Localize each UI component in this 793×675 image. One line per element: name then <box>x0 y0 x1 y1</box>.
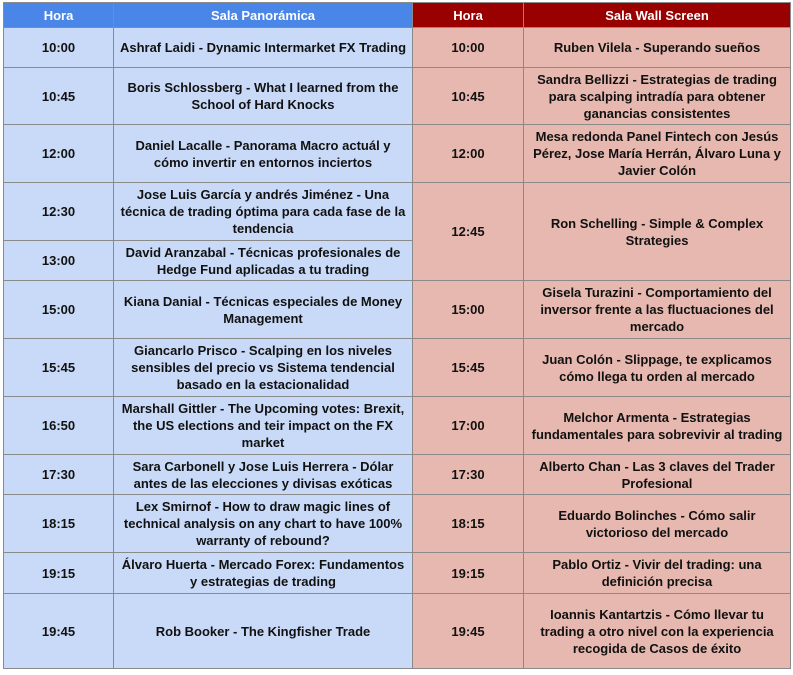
panoramica-talk: Sara Carbonell y Jose Luis Herrera - Dólar antes de las elecciones y divisas exóticas <box>114 455 413 495</box>
wallscreen-time: 10:45 <box>413 68 524 125</box>
panoramica-time: 10:45 <box>4 68 114 125</box>
wallscreen-talk: Sandra Bellizzi - Estrategias de trading para scalping intradía para obtener ganancias consistentes <box>524 68 791 125</box>
header-sala-wallscreen: Sala Wall Screen <box>524 3 791 28</box>
wallscreen-time: 17:00 <box>413 397 524 455</box>
panoramica-time: 16:50 <box>4 397 114 455</box>
wallscreen-time: 10:00 <box>413 28 524 68</box>
panoramica-time: 12:00 <box>4 125 114 183</box>
panoramica-talk: Kiana Danial - Técnicas especiales de Money Management <box>114 281 413 339</box>
table-row <box>4 28 791 68</box>
panoramica-talk: David Aranzabal - Técnicas profesionales de Hedge Fund aplicadas a tu trading <box>114 241 413 281</box>
table-row <box>4 495 791 553</box>
wallscreen-time: 15:45 <box>413 339 524 397</box>
wallscreen-talk: Pablo Ortiz - Vivir del trading: una definición precisa <box>524 553 791 594</box>
panoramica-talk: Giancarlo Prisco - Scalping en los niveles sensibles del precio vs Sistema tendencial basado en la estacionalidad <box>114 339 413 397</box>
table-row <box>4 397 791 455</box>
wallscreen-talk: Eduardo Bolinches - Cómo salir victorioso del mercado <box>524 495 791 553</box>
wallscreen-talk: Ruben Vilela - Superando sueños <box>524 28 791 68</box>
wallscreen-talk: Juan Colón - Slippage, te explicamos cómo llega tu orden al mercado <box>524 339 791 397</box>
wallscreen-talk: Ioannis Kantartzis - Cómo llevar tu trading a otro nivel con la experiencia recogida de Casos de éxito <box>524 594 791 669</box>
wallscreen-time: 18:15 <box>413 495 524 553</box>
table-row <box>4 553 791 594</box>
panoramica-talk: Marshall Gittler - The Upcoming votes: Brexit, the US elections and teir impact on the FX market <box>114 397 413 455</box>
wallscreen-time: 19:45 <box>413 594 524 669</box>
header-row <box>4 3 791 28</box>
wallscreen-talk: Mesa redonda Panel Fintech con Jesús Pérez, Jose María Herrán, Álvaro Luna y Javier Colón <box>524 125 791 183</box>
panoramica-time: 15:00 <box>4 281 114 339</box>
header-hora-wallscreen: Hora <box>413 3 524 28</box>
schedule-table <box>3 2 791 669</box>
wallscreen-time: 12:45 <box>413 183 524 281</box>
wallscreen-time: 19:15 <box>413 553 524 594</box>
panoramica-talk: Lex Smirnof - How to draw magic lines of technical analysis on any chart to have 100% warranty of rebound? <box>114 495 413 553</box>
wallscreen-talk: Gisela Turazini - Comportamiento del inversor frente a las fluctuaciones del mercado <box>524 281 791 339</box>
panoramica-talk: Ashraf Laidi - Dynamic Intermarket FX Trading <box>114 28 413 68</box>
table-row <box>4 455 791 495</box>
panoramica-talk: Rob Booker - The Kingfisher Trade <box>114 594 413 669</box>
panoramica-talk: Boris Schlossberg - What I learned from the School of Hard Knocks <box>114 68 413 125</box>
wallscreen-talk: Melchor Armenta - Estrategias fundamentales para sobrevivir al trading <box>524 397 791 455</box>
panoramica-talk: Álvaro Huerta - Mercado Forex: Fundamentos y estrategias de trading <box>114 553 413 594</box>
panoramica-time: 15:45 <box>4 339 114 397</box>
panoramica-time: 10:00 <box>4 28 114 68</box>
table-row <box>4 183 791 241</box>
table-row <box>4 125 791 183</box>
panoramica-time: 17:30 <box>4 455 114 495</box>
table-row <box>4 339 791 397</box>
header-sala-panoramica: Sala Panorámica <box>114 3 413 28</box>
wallscreen-talk: Alberto Chan - Las 3 claves del Trader Profesional <box>524 455 791 495</box>
panoramica-talk: Jose Luis García y andrés Jiménez - Una técnica de trading óptima para cada fase de la tendencia <box>114 183 413 241</box>
panoramica-time: 19:45 <box>4 594 114 669</box>
panoramica-time: 13:00 <box>4 241 114 281</box>
header-hora-panoramica: Hora <box>4 3 114 28</box>
table-row <box>4 594 791 669</box>
wallscreen-talk: Ron Schelling - Simple & Complex Strategies <box>524 183 791 281</box>
panoramica-time: 12:30 <box>4 183 114 241</box>
wallscreen-time: 17:30 <box>413 455 524 495</box>
panoramica-time: 18:15 <box>4 495 114 553</box>
table-row <box>4 68 791 125</box>
panoramica-talk: Daniel Lacalle - Panorama Macro actuál y cómo invertir en entornos inciertos <box>114 125 413 183</box>
table-row <box>4 281 791 339</box>
wallscreen-time: 15:00 <box>413 281 524 339</box>
wallscreen-time: 12:00 <box>413 125 524 183</box>
panoramica-time: 19:15 <box>4 553 114 594</box>
